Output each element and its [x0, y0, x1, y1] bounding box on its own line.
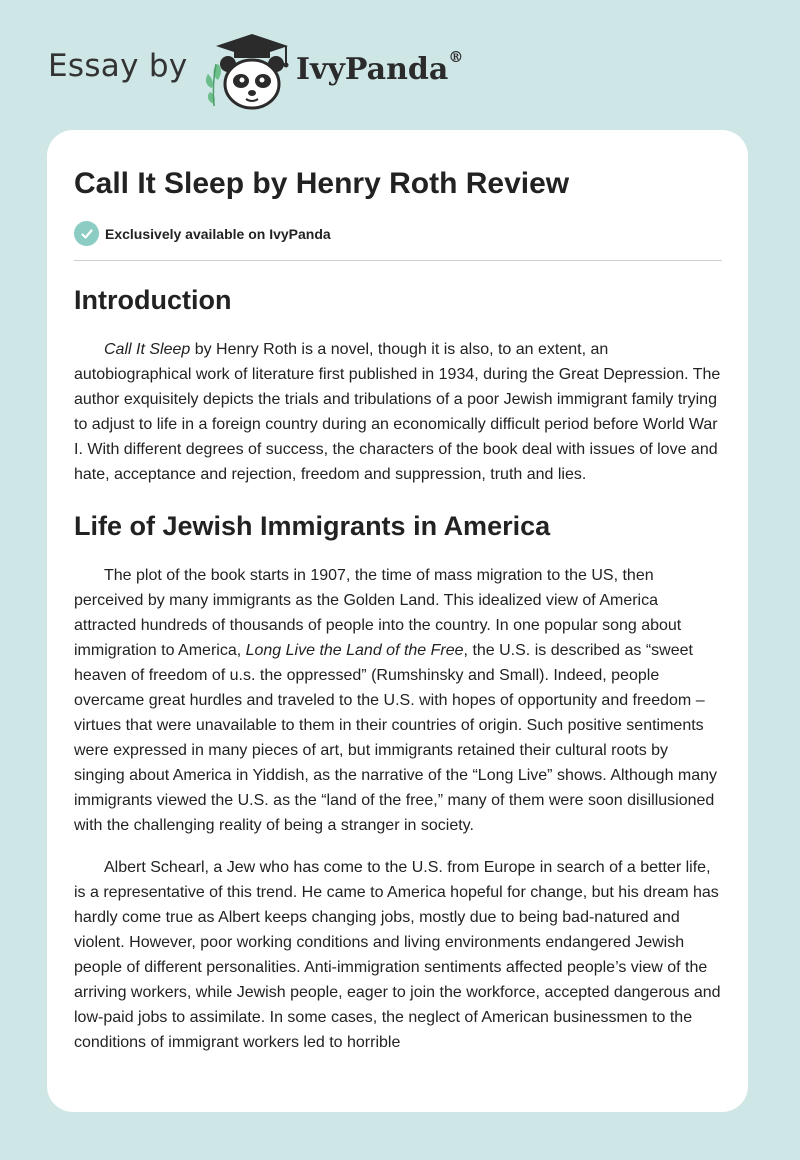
song-title: Long Live the Land of the Free: [245, 642, 464, 659]
brand-name[interactable]: IvyPanda®: [296, 48, 464, 87]
divider: [74, 260, 722, 261]
article-card: [47, 130, 748, 1112]
site-header: [0, 0, 800, 120]
registered-mark: ®: [448, 48, 464, 66]
section-heading-introduction: Introduction: [74, 285, 232, 315]
exclusive-badge: [74, 221, 722, 246]
section-heading-life-of-jewish-immigrants: Life of Jewish Immigrants in America: [74, 511, 551, 541]
essay-by-label: Essay by: [48, 48, 188, 84]
check-circle-icon: [74, 221, 99, 246]
exclusive-badge-label: Exclusively available on IvyPanda: [105, 225, 331, 242]
paragraph: Call It Sleep by Henry Roth is a novel, though it is also, to an extent, an autobiographical work of literature first published in 1934, during the Great Depression. The author exquisitely depicts the trials and tribulations of a poor Jewish immigrant family trying to adjust to life in a foreign country during an economically difficult period before World War I. With different degrees of success, the characters of the book deal with issues of love and hate, acceptance and rejection, freedom and suppression, truth and lies.: [74, 341, 721, 483]
paragraph: Albert Schearl, a Jew who has come to the U.S. from Europe in search of a better life, is a representative of this trend. He came to America hopeful for change, but his dream has hardly come true as Albert keeps changing jobs, mostly due to being bad-natured and violent. However, poor working conditions and living environments endangered Jewish people of different personalities. Anti-immigration sentiments affected people’s view of the arriving workers, while Jewish people, eager to join the workforce, accepted dangerous and low-paid jobs to assimilate. In some cases, the neglect of American businessmen to the conditions of immigrant workers led to horrible: [74, 859, 721, 1051]
paragraph: The plot of the book starts in 1907, the time of mass migration to the US, then perceived by many immigrants as the Golden Land. This idealized view of America attracted hundreds of thousands of people into the country. In one popular song about immigration to America, Long Live the Land of the Free, the U.S. is described as “sweet heaven of freedom of u.s. the oppressed” (Rumshinsky and Small). Indeed, people overcame great hurdles and traveled to the U.S. with hopes of opportunity and freedom – virtues that were unavailable to them in their countries of origin. Such positive sentiments were expressed in many pieces of art, but immigrants retained their cultural roots by singing about America in Yiddish, as the narrative of the “Long Live” shows. Although many immigrants viewed the U.S. as the “land of the free,” many of them were soon disillusioned with the challenging reality of being a stranger in society.: [74, 567, 718, 834]
article-title: Call It Sleep by Henry Roth Review: [74, 167, 570, 200]
panda-logo-icon: [200, 34, 296, 112]
book-title: Call It Sleep: [104, 341, 191, 358]
